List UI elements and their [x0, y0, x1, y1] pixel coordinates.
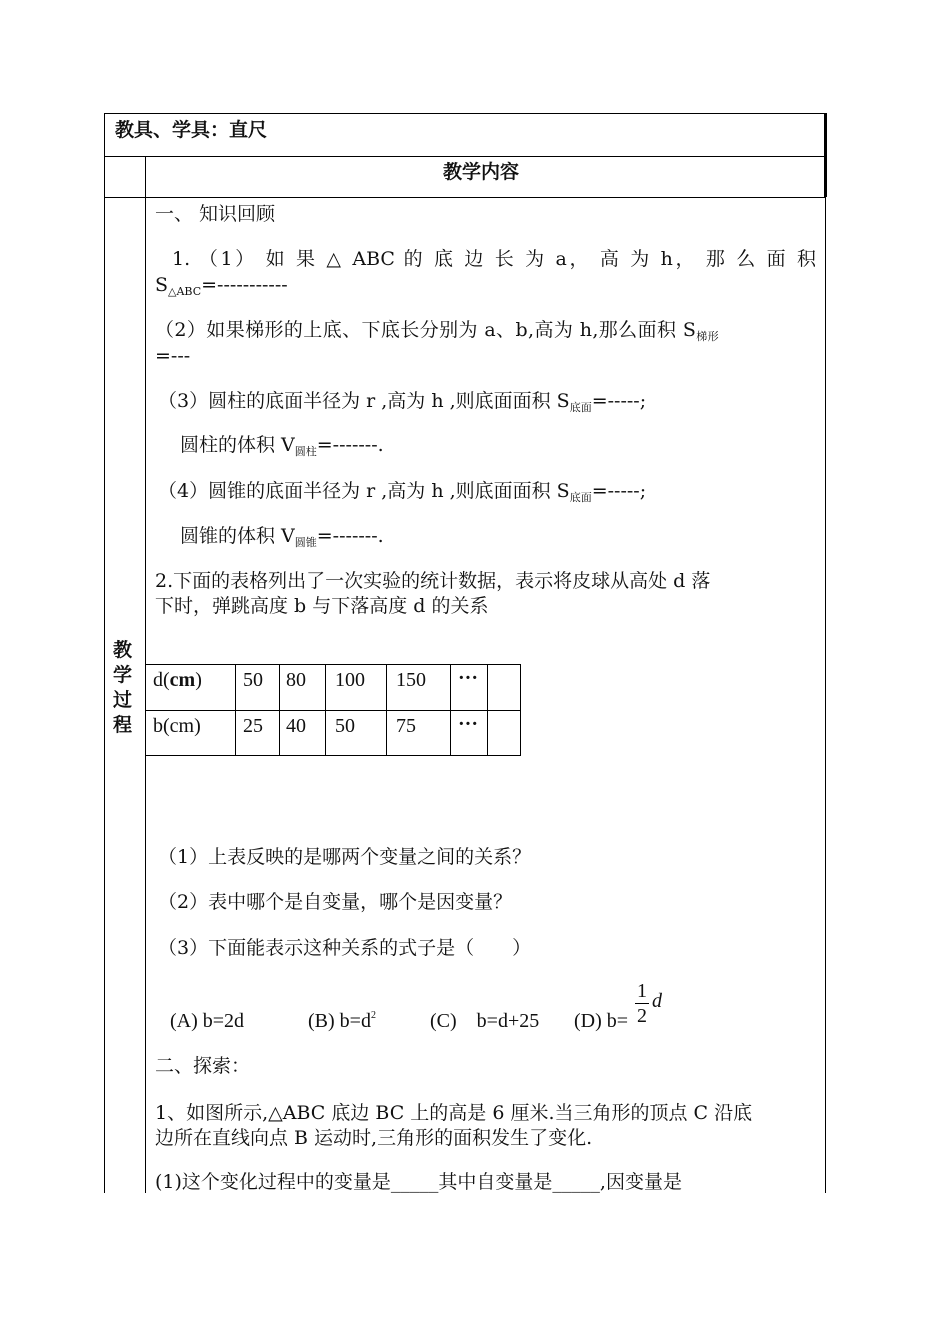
d-label-unit: cm [169, 669, 196, 691]
q4-blank: =-----; [591, 480, 647, 502]
table-vline [487, 664, 488, 756]
q2-line1 [155, 318, 719, 345]
row1-bottom [104, 156, 826, 157]
q1-line2 [155, 273, 288, 300]
table-row-b-label: b(cm) [153, 715, 201, 737]
q2-line2: =--- [155, 345, 191, 367]
table-vline [325, 664, 326, 756]
option-b [308, 1009, 376, 1037]
explore-p1-line2: 边所在直线向点 B 运动时,三角形的面积发生了变化. [155, 1127, 593, 1149]
q4-sub: 底面 [569, 491, 592, 504]
frame-right [825, 197, 826, 1193]
table-row-d-label [153, 668, 202, 692]
q4-text: （4）圆锥的底面半径为 r ,高为 h ,则底面面积 S [158, 480, 570, 502]
d-label-pre: d( [153, 669, 170, 691]
d-label-post: ) [195, 669, 202, 691]
fraction-variable: d [652, 990, 662, 1012]
q3-vol-sub: 圆柱 [294, 445, 317, 458]
table-cell: 40 [286, 715, 306, 737]
side-label-char: 程 [113, 714, 133, 736]
explore-p1-line1: 1、如图所示,△ABC 底边 BC 上的高是 6 厘米.当三角形的顶点 C 沿底 [155, 1102, 753, 1124]
row2-bottom [104, 197, 826, 198]
table-cell: 50 [243, 669, 263, 691]
q1-line1: 1. （1） 如 果 △ ABC 的 底 边 长 为 a， 高 为 h， 那 么 面 积 [172, 248, 816, 270]
experiment-line1: 2.下面的表格列出了一次实验的统计数据，表示将皮球从高处 d 落 [155, 570, 711, 592]
table-vline [235, 664, 236, 756]
q3-sub: 底面 [569, 401, 592, 414]
explore-p2-line1: (1)这个变化过程中的变量是_____其中自变量是_____,因变量是 [155, 1171, 682, 1193]
frame-top [104, 113, 826, 114]
side-label-char: 教 [113, 639, 133, 661]
option-b-exponent: 2 [370, 1010, 376, 1021]
side-label [113, 638, 137, 738]
q3-vol: 圆柱的体积 V [180, 434, 295, 456]
side-label-char: 学 [113, 664, 133, 686]
explore-heading: 二、探索： [155, 1055, 251, 1077]
q4-vol-sub: 圆锥 [294, 536, 317, 549]
q3-text: （3）圆柱的底面半径为 r ,高为 h ,则底面面积 S [158, 390, 570, 412]
frame-right-thick [824, 113, 827, 197]
table-vline [450, 664, 451, 756]
table-cell: 150 [396, 669, 426, 691]
q1-s: S [155, 274, 169, 296]
table-cell: 80 [286, 669, 306, 691]
q4-vol: 圆锥的体积 V [180, 525, 295, 547]
option-b-text: (B) b=d [308, 1010, 371, 1032]
fraction-denominator: 2 [637, 1005, 647, 1027]
side-label-char: 过 [113, 689, 133, 711]
frame-left [104, 113, 105, 1193]
q2-sub: 梯形 [696, 330, 720, 343]
table-cell: 25 [243, 715, 263, 737]
q3-vol-blank: =-------. [316, 434, 384, 456]
table-cell: 75 [396, 715, 416, 737]
experiment-line2: 下时，弹跳高度 b 与下落高度 d 的关系 [155, 595, 489, 617]
table-hline [145, 710, 521, 711]
q1-blank: =----------- [201, 274, 288, 296]
content-title: 教学内容 [443, 161, 520, 183]
table-cell: 100 [335, 669, 365, 691]
q3-blank: =-----; [591, 390, 647, 412]
subquestion-3: （3）下面能表示这种关系的式子是（ ） [158, 937, 532, 959]
option-a: (A) b=2d [170, 1010, 245, 1032]
q3-line2 [180, 433, 384, 460]
q4-line2 [180, 524, 384, 551]
option-d: (D) b= [574, 1010, 629, 1032]
table-vline [386, 664, 387, 756]
table-hline [145, 755, 521, 756]
table-cell: ··· [458, 713, 479, 735]
fraction-bar [635, 1003, 649, 1004]
subquestion-2: （2）表中哪个是自变量，哪个是因变量？ [158, 891, 513, 913]
table-vline [279, 664, 280, 756]
table-vline [520, 664, 521, 756]
option-c: (C) b=d+25 [430, 1010, 540, 1032]
table-cell: 50 [335, 715, 355, 737]
data-table [145, 664, 521, 756]
review-heading: 一、 知识回顾 [155, 203, 276, 225]
table-hline [145, 664, 521, 665]
q4-vol-blank: =-------. [316, 525, 384, 547]
q1-sub: △ABC [168, 285, 202, 298]
subquestion-1: （1）上表反映的是哪两个变量之间的关系？ [158, 846, 532, 868]
q2-text: （2）如果梯形的上底、下底长分别为 a、b,高为 h,那么面积 S [155, 319, 697, 341]
table-cell: ··· [458, 667, 479, 689]
q3-line1 [158, 389, 646, 416]
q4-line1 [158, 479, 646, 506]
tools-label: 教具、学具：直尺 [115, 119, 268, 141]
fraction-numerator: 1 [637, 980, 647, 1002]
